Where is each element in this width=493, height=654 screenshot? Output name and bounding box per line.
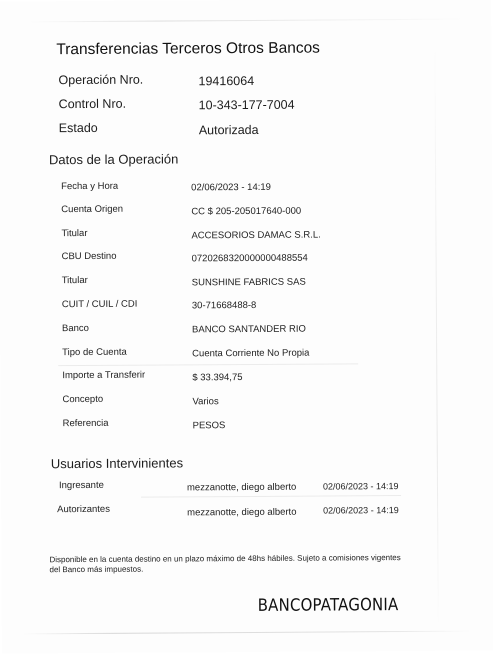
user-datetime-value: 02/06/2023 - 14:19	[322, 481, 399, 492]
users-section-heading: Usuarios Intervinientes	[50, 455, 184, 472]
operation-row-label: Banco	[61, 322, 89, 335]
operation-row-value: SUNSHINE FABRICS SAS	[191, 276, 306, 289]
transfer-amount-value: $ 33.394,75	[192, 372, 243, 384]
operation-row-label: Titular	[61, 274, 88, 287]
control-number-label: Control Nro.	[58, 96, 127, 112]
operation-row-label: CBU Destino	[61, 250, 117, 263]
operation-row-value: 02/06/2023 - 14:19	[191, 181, 271, 194]
operation-row-label: Titular	[61, 227, 88, 240]
paper-edge-right	[434, 39, 439, 629]
bank-logo-wordmark: BANCOPATAGONIA	[257, 595, 399, 616]
operation-row-label: Tipo de Cuenta	[62, 346, 127, 359]
operation-row-value: CC $ 205-205017640-000	[191, 205, 302, 218]
operation-row-value: Cuenta Corriente No Propia	[192, 347, 310, 360]
operation-row-value: PESOS	[192, 420, 226, 432]
row-separator	[58, 363, 358, 366]
operation-number-label: Operación Nro.	[58, 72, 144, 88]
status-value: Autorizada	[198, 122, 259, 138]
operation-row-label: Fecha y Hora	[61, 180, 119, 193]
row-separator	[141, 495, 401, 498]
operation-section-heading: Datos de la Operación	[48, 151, 179, 168]
operation-row-value: ACCESORIOS DAMAC S.R.L.	[191, 229, 321, 242]
operation-number-value: 19416064	[198, 73, 255, 89]
user-datetime-value: 02/06/2023 - 14:19	[323, 505, 399, 516]
operation-row-value: 0720268320000000488554	[191, 252, 308, 265]
operation-row-label: CUIT / CUIL / CDI	[61, 298, 138, 311]
paper-edge-top	[28, 19, 468, 23]
operation-row-label: Concepto	[62, 393, 104, 406]
user-role-label: Ingresante	[58, 479, 104, 492]
operation-row-label: Referencia	[62, 417, 109, 430]
operation-row-value: Varios	[192, 396, 219, 408]
operation-row-value: BANCO SANTANDER RIO	[191, 323, 306, 336]
user-name-value: mezzanotte, diego alberto	[187, 506, 297, 519]
user-name-value: mezzanotte, diego alberto	[186, 481, 297, 494]
control-number-value: 10-343-177-7004	[198, 97, 295, 113]
disclaimer-footnote: Disponible en la cuenta destino en un plazo máximo de 48hs hábiles. Sujeto a comisiones vigentes del Banco más impuestos.	[49, 553, 401, 575]
status-label: Estado	[58, 120, 98, 136]
document-title: Transferencias Terceros Otros Bancos	[56, 39, 320, 59]
paper-edge-bottom	[22, 631, 472, 635]
operation-row-label: Cuenta Origen	[61, 203, 124, 216]
operation-row-label: Importe a Transferir	[62, 369, 146, 382]
user-role-label: Autorizantes	[57, 503, 110, 516]
operation-row-value: 30-71668488-8	[191, 299, 257, 312]
